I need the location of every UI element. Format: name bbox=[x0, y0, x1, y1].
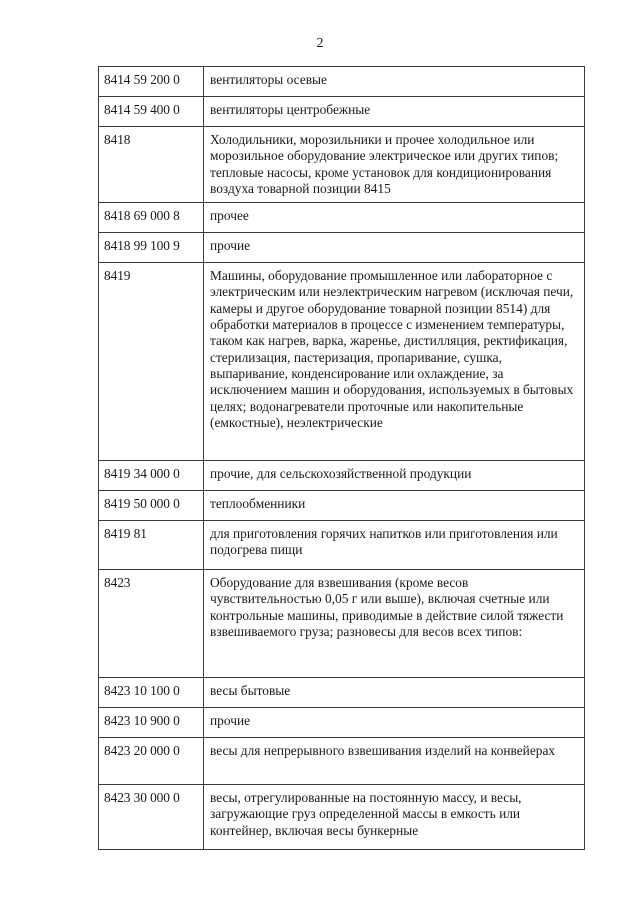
row-code: 8423 20 000 0 bbox=[99, 738, 204, 785]
row-code: 8419 34 000 0 bbox=[99, 461, 204, 491]
row-description: вентиляторы осевые bbox=[204, 67, 585, 97]
row-description: прочие, для сельскохозяйственной продукции bbox=[204, 461, 585, 491]
table-row bbox=[99, 678, 585, 708]
table-row bbox=[99, 127, 585, 203]
row-code: 8419 bbox=[99, 263, 204, 461]
table-row bbox=[99, 570, 585, 678]
row-description: прочие bbox=[204, 708, 585, 738]
row-description: вентиляторы центробежные bbox=[204, 97, 585, 127]
row-code: 8423 30 000 0 bbox=[99, 785, 204, 850]
table-row bbox=[99, 738, 585, 785]
row-description: Холодильники, морозильники и прочее холодильное или морозильное оборудование электрическое или других типов; тепловые насосы, кроме установок для кондиционирования воздуха товарной позиции 8415 bbox=[204, 127, 585, 203]
row-code: 8414 59 200 0 bbox=[99, 67, 204, 97]
row-description: Машины, оборудование промышленное или лабораторное с электрическим или неэлектрическим нагревом (исключая печи, камеры и другое оборудование товарной позиции 8514) для обработки материалов в процессе с изменением температуры, таком как нагрев, варка, жаренье, дистилляция, ректификация, стерилизация, пастеризация, пропаривание, сушка, выпаривание, конденсирование или охлаждение, за исключением машин и оборудования, используемых в бытовых целях; водонагреватели проточные или накопительные (емкостные), неэлектрические bbox=[204, 263, 585, 461]
row-code: 8414 59 400 0 bbox=[99, 97, 204, 127]
row-code: 8418 bbox=[99, 127, 204, 203]
row-description: теплообменники bbox=[204, 491, 585, 521]
row-description: Оборудование для взвешивания (кроме весов чувствительностью 0,05 г или выше), включая счетные или контрольные машины, приводимые в действие силой тяжести взвешиваемого груза; разновесы для весов всех типов: bbox=[204, 570, 585, 678]
row-code: 8418 99 100 9 bbox=[99, 233, 204, 263]
customs-code-table bbox=[98, 66, 585, 850]
row-code: 8418 69 000 8 bbox=[99, 203, 204, 233]
row-code: 8423 10 100 0 bbox=[99, 678, 204, 708]
row-description: прочие bbox=[204, 233, 585, 263]
row-code: 8423 10 900 0 bbox=[99, 708, 204, 738]
row-code: 8419 50 000 0 bbox=[99, 491, 204, 521]
row-description: весы, отрегулированные на постоянную массу, и весы, загружающие груз определенной массы в емкость или контейнер, включая весы бункерные bbox=[204, 785, 585, 850]
row-code: 8423 bbox=[99, 570, 204, 678]
table-row bbox=[99, 67, 585, 97]
table-row bbox=[99, 521, 585, 570]
table-row bbox=[99, 461, 585, 491]
table-row bbox=[99, 203, 585, 233]
row-code: 8419 81 bbox=[99, 521, 204, 570]
row-description: весы бытовые bbox=[204, 678, 585, 708]
table-row bbox=[99, 785, 585, 850]
page-number: 2 bbox=[316, 36, 324, 51]
row-description: весы для непрерывного взвешивания изделий на конвейерах bbox=[204, 738, 585, 785]
table-row bbox=[99, 491, 585, 521]
table-row bbox=[99, 708, 585, 738]
row-description: прочее bbox=[204, 203, 585, 233]
table-row bbox=[99, 97, 585, 127]
table-row bbox=[99, 233, 585, 263]
row-description: для приготовления горячих напитков или приготовления или подогрева пищи bbox=[204, 521, 585, 570]
table-row bbox=[99, 263, 585, 461]
